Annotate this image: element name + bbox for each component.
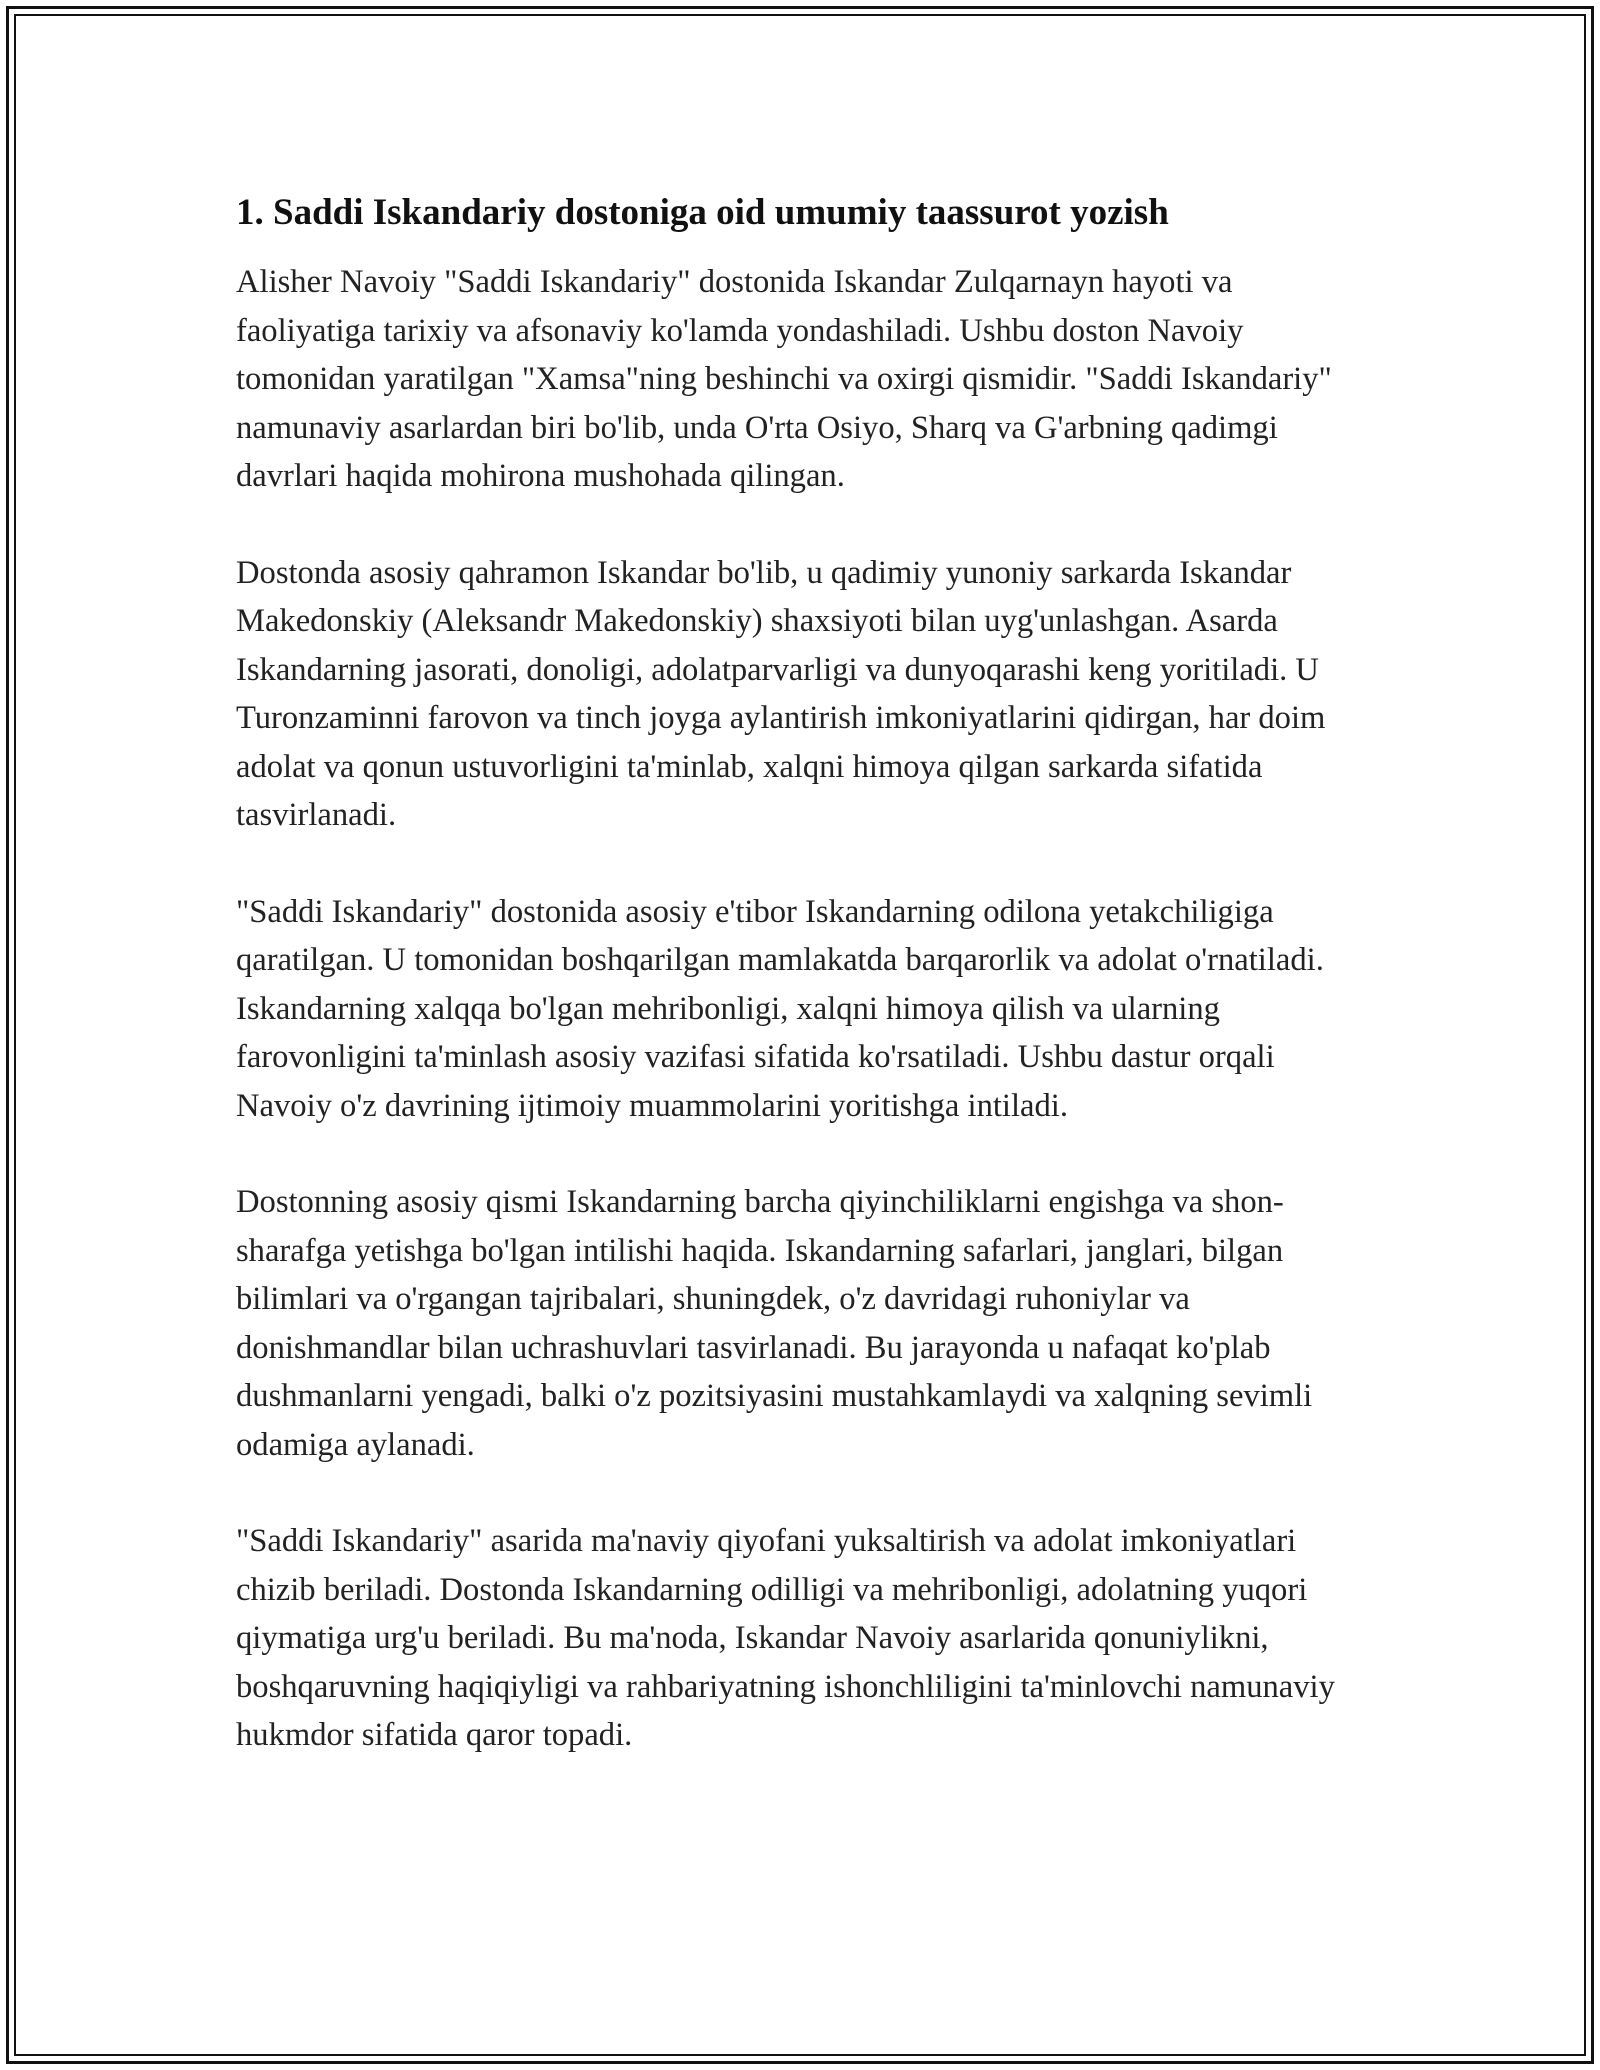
paragraph: Alisher Navoiy "Saddi Iskandariy" dostonida Iskandar Zulqarnayn hayoti va faoliyatiga tarixiy va afsonaviy ko'lamda yondashiladi. Ushbu doston Navoiy tomonidan yaratilgan "Xamsa"ning beshinchi va oxirgi qismidir. "Saddi Iskandariy" namunaviy asarlardan biri bo'lib, unda O'rta Osiyo, Sharq va G'arbning qadimgi davrlari haqida mohirona mushohada qilingan.	[236, 264, 1332, 494]
paragraph: "Saddi Iskandariy" asarida ma'naviy qiyofani yuksaltirish va adolat imkoniyatlari chizib beriladi. Dostonda Iskandarning odilligi va mehribonligi, adolatning yuqori qiymatiga urg'u beriladi. Bu ma'noda, Iskandar Navoiy asarlarida qonuniylikni, boshqaruvning haqiqiyligi va rahbariyatning ishonchliligini ta'minlovchi namunaviy hukmdor sifatida qaror topadi.	[236, 1523, 1335, 1753]
paragraph: Dostonning asosiy qismi Iskandarning barcha qiyinchiliklarni engishga va shon-sharafga yetishga bo'lgan intilishi haqida. Iskandarning safarlari, janglari, bilgan bilimlari va o'rgangan tajribalari, shuningdek, o'z davridagi ruhoniylar va donishmandlar bilan uchrashuvlari tasvirlanadi. Bu jarayonda u nafaqat ko'plab dushmanlarni yengadi, balki o'z pozitsiyasini mustahkamlaydi va xalqning sevimli odamiga aylanadi.	[236, 1184, 1313, 1463]
document-body	[236, 186, 1366, 1760]
paragraph: "Saddi Iskandariy" dostonida asosiy e'tibor Iskandarning odilona yetakchiligiga qaratilgan. U tomonidan boshqarilgan mamlakatda barqarorlik va adolat o'rnatiladi. Iskandarning xalqqa bo'lgan mehribonligi, xalqni himoya qilish va ularning farovonligini ta'minlash asosiy vazifasi sifatida ko'rsatiladi. Ushbu dastur orqali Navoiy o'z davrining ijtimoiy muammolarini yoritishga intiladi.	[236, 893, 1324, 1124]
paragraph: Dostonda asosiy qahramon Iskandar bo'lib, u qadimiy yunoniy sarkarda Iskandar Makedonskiy (Aleksandr Makedonskiy) shaxsiyoti bilan uyg'unlashgan. Asarda Iskandarning jasorati, donoligi, adolatparvarligi va dunyoqarashi keng yoritiladi. U Turonzaminni farovon va tinch joyga aylantirish imkoniyatlarini qidirgan, har doim adolat va qonun ustuvorligini ta'minlab, xalqni himoya qilgan sarkarda sifatida tasvirlanadi.	[236, 554, 1326, 833]
section-heading: 1. Saddi Iskandariy dostoniga oid umumiy taassurot yozish	[236, 192, 1169, 233]
